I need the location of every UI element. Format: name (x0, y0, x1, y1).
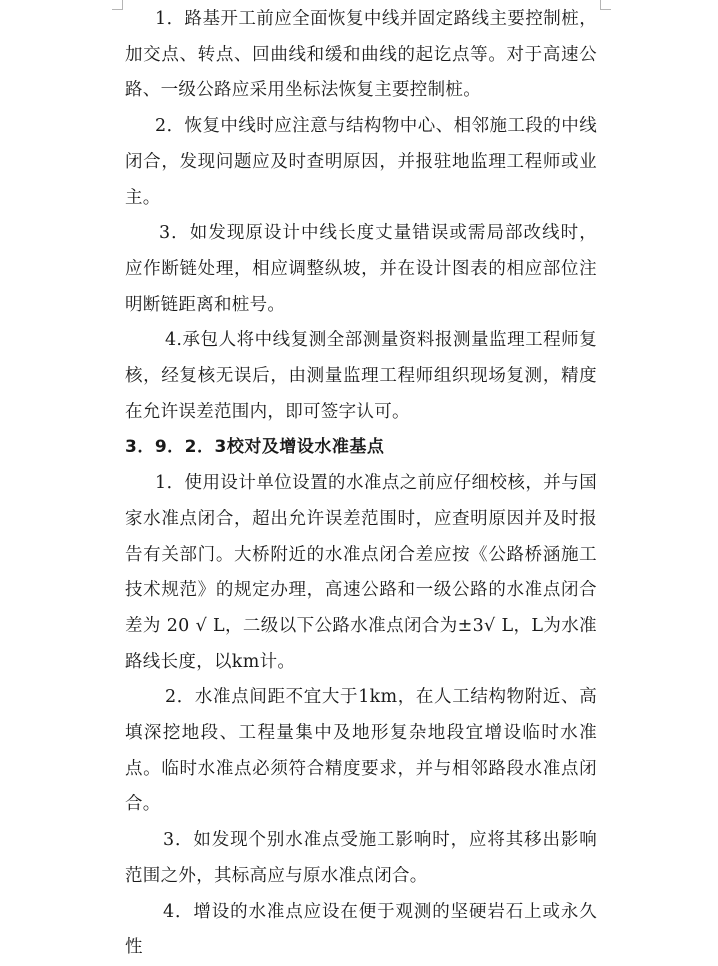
document-body (125, 2, 597, 966)
paragraph-chain-break: 3．如发现原设计中线长度丈量错误或需局部改线时，应作断链处理，相应调整纵坡，并在设计图表的相应部位注明断链距离和桩号。 (125, 223, 597, 315)
paragraph-survey-review: 4.承包人将中线复测全部测量资料报测量监理工程师复核，经复核无误后，由测量监理工程师组织现场复测，精度在允许误差范围内，即可签字认可。 (125, 330, 597, 422)
paragraph-benchmark-spacing: 2．水准点间距不宜大于1km，在人工结构物附近、高填深挖地段、工程量集中及地形复杂地段宜增设临时水准点。临时水准点必须符合精度要求，并与相邻路段水准点闭合。 (125, 687, 597, 815)
paragraph-benchmark-relocation: 3．如发现个别水准点受施工影响时，应将其移出影响范围之外，其标高应与原水准点闭合。 (125, 830, 597, 886)
paragraph-new-benchmark: 4．增设的水准点应设在便于观测的坚硬岩石上或永久性 (125, 901, 597, 958)
page-corner-mark-left (112, 0, 123, 10)
section-heading: 3．9．2．3校对及增设水准基点 (125, 437, 385, 458)
paragraph-benchmark-check: 1．使用设计单位设置的水准点之前应仔细校核，并与国家水准点闭合，超出允许误差范围时，应查明原因并及时报告有关部门。大桥附近的水准点闭合差应按《公路桥涵施工技术规范》的规定办理，高速公路和一级公路的水准点闭合差为 20 √ L，二级以下公路水准点闭合为±3√ L，L为水准路线长度，以km计。 (125, 473, 597, 672)
paragraph-centerline-closure: 2．恢复中线时应注意与结构物中心、相邻施工段的中线闭合，发现问题应及时查明原因，并报驻地监理工程师或业主。 (125, 116, 597, 208)
paragraph-control-stakes: 1．路基开工前应全面恢复中线并固定路线主要控制桩，加交点、转点、回曲线和缓和曲线的起讫点等。对于高速公路、一级公路应采用坐标法恢复主要控制桩。 (125, 9, 597, 101)
page-corner-mark-right (600, 0, 611, 10)
